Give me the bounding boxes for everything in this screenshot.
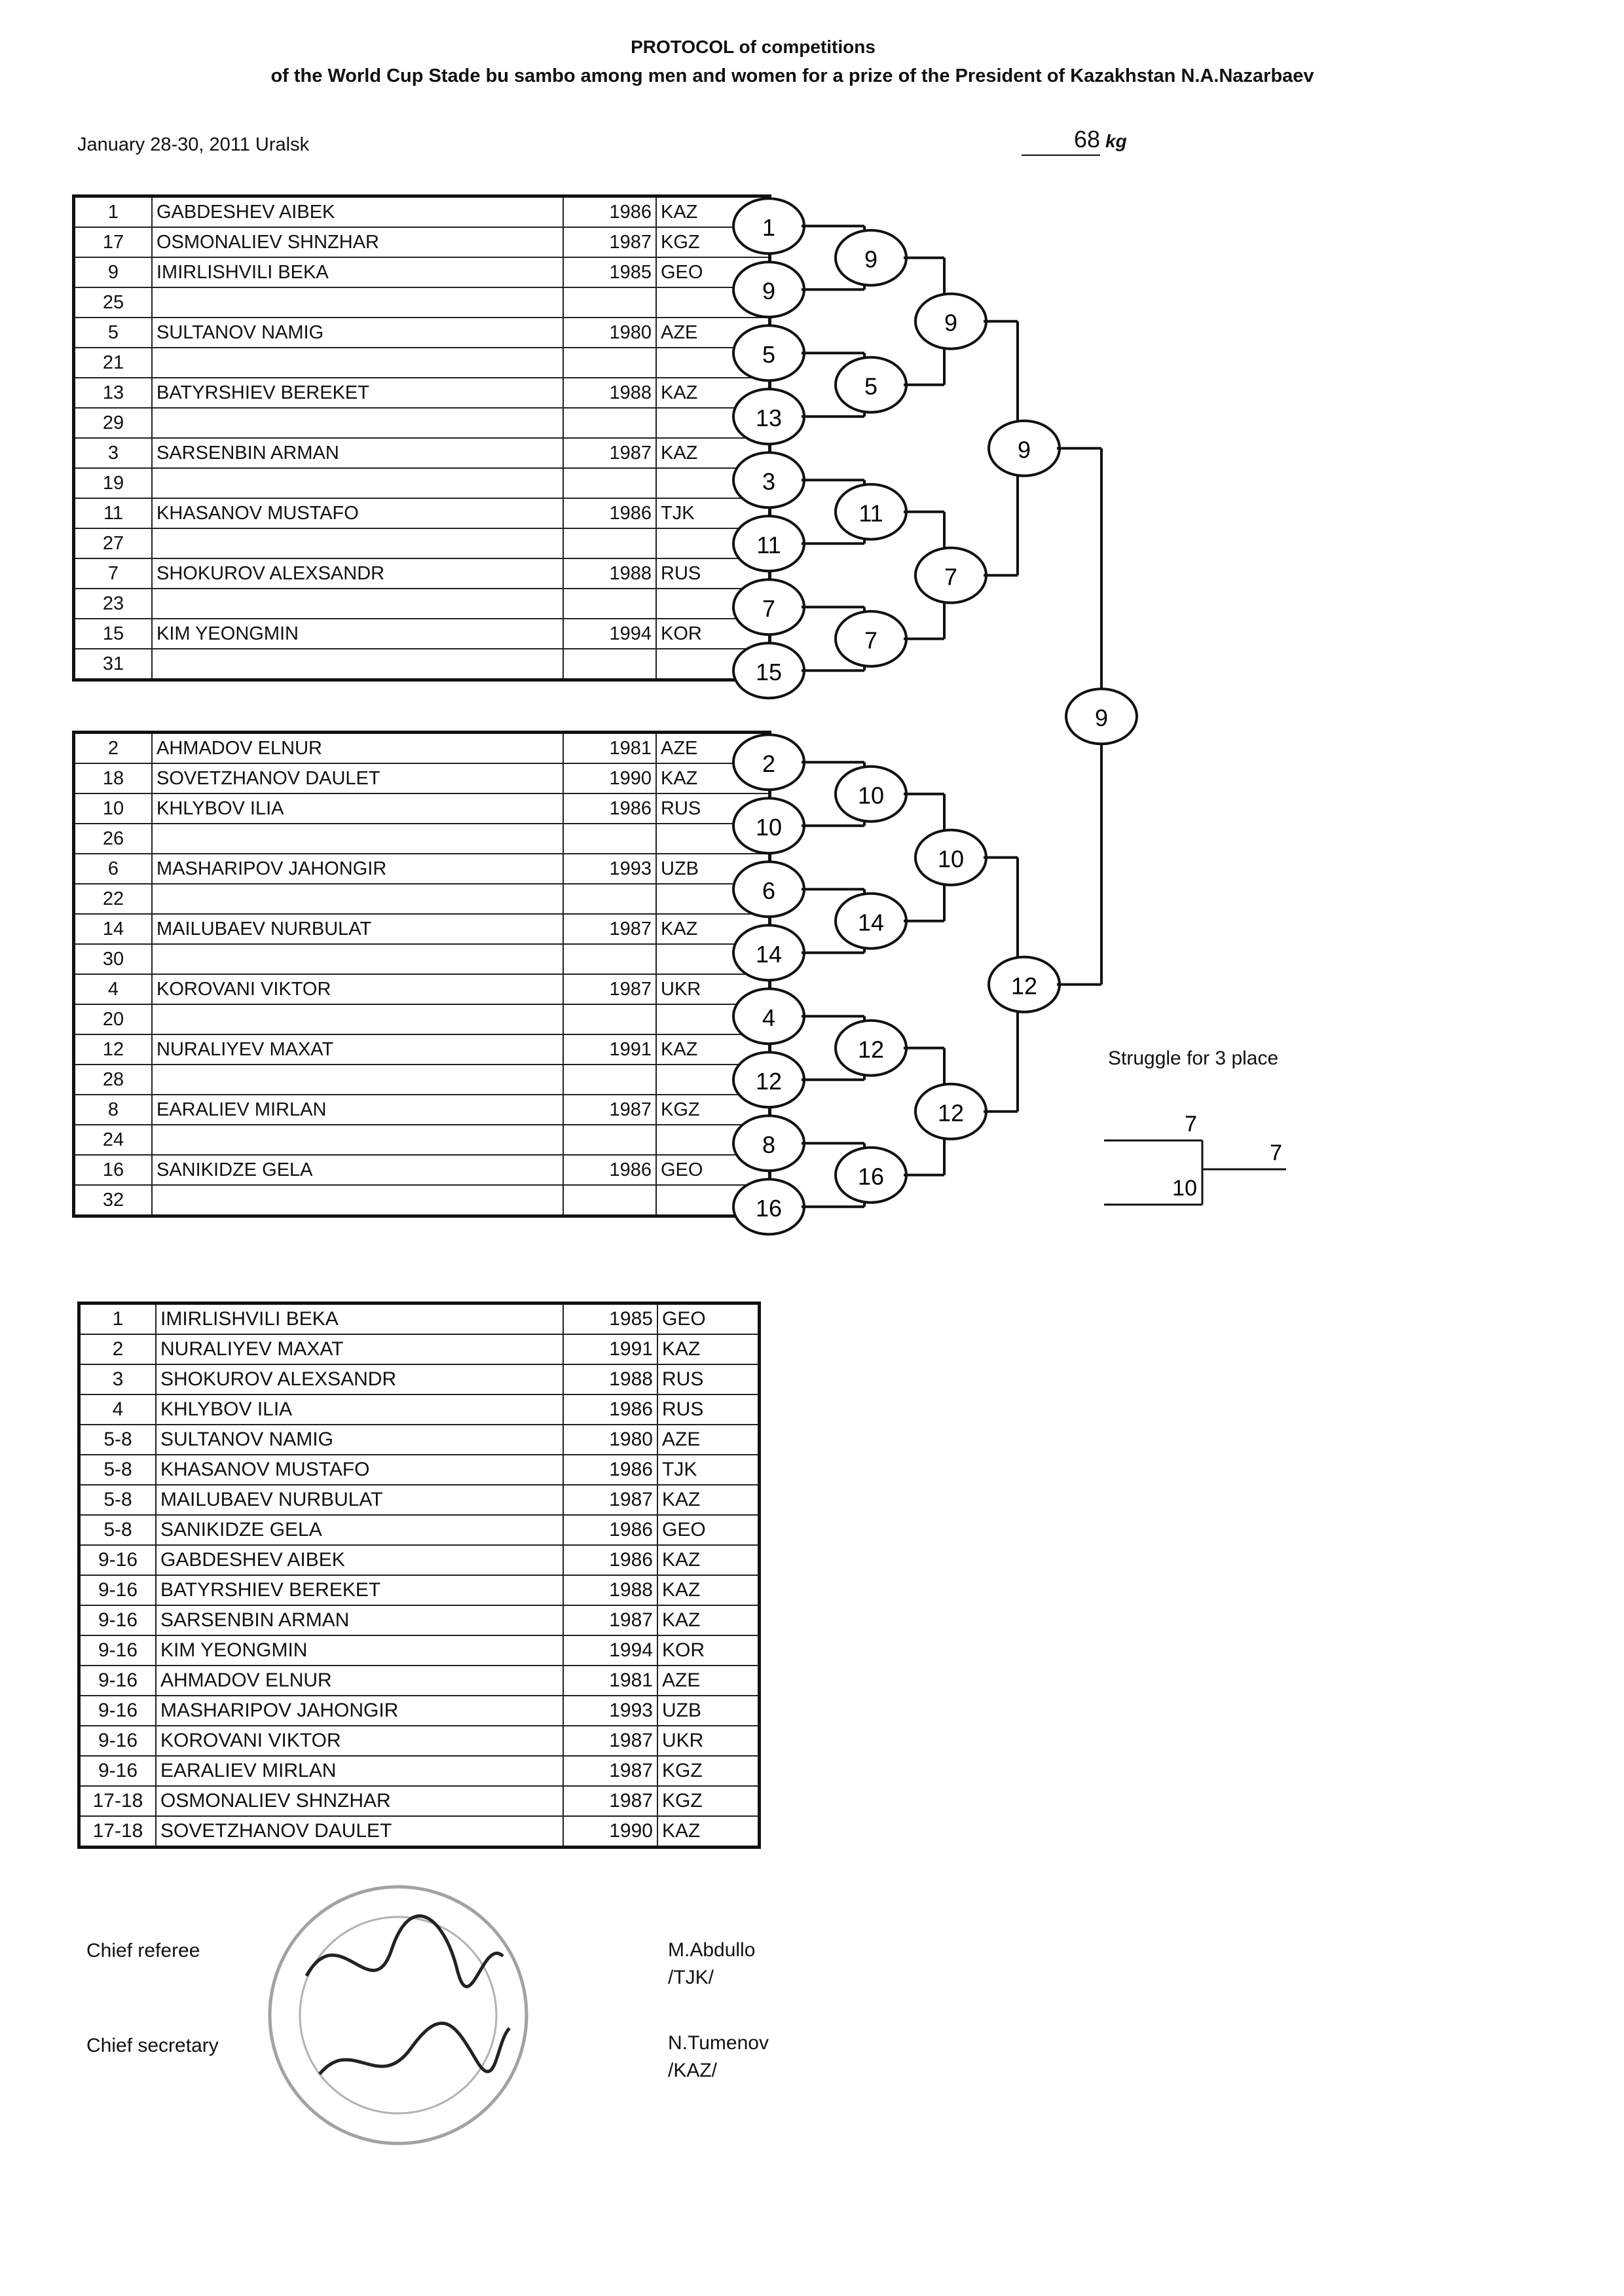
birth-year: 1987	[563, 914, 656, 944]
weight-value: 68	[1073, 126, 1100, 153]
round2-circle	[836, 1021, 906, 1076]
result-name: OSMONALIEV SHNZHAR	[156, 1786, 563, 1816]
result-row	[79, 1545, 760, 1575]
result-row	[79, 1425, 760, 1455]
third-place-bottom: 10	[1172, 1176, 1197, 1201]
bracket-winner-number: 6	[762, 877, 776, 904]
date-place: January 28-30, 2011 Uralsk	[77, 134, 310, 155]
result-name: SHOKUROV ALEXSANDR	[156, 1364, 563, 1394]
chief-secretary-signature-block	[668, 2030, 769, 2085]
result-row	[79, 1455, 760, 1485]
country-code: KAZ	[656, 196, 770, 228]
seed-number: 26	[74, 824, 153, 854]
bracket-winner-number: 10	[857, 782, 885, 809]
seed-number: 7	[74, 558, 153, 589]
bracket-winner-number: 9	[1094, 704, 1109, 731]
result-country: KGZ	[657, 1786, 760, 1816]
result-row	[79, 1786, 760, 1816]
result-year: 1988	[563, 1575, 657, 1605]
birth-year: 1987	[563, 438, 656, 468]
chief-referee-signature-block	[668, 1937, 755, 1992]
result-year: 1981	[563, 1666, 657, 1696]
result-country: KAZ	[657, 1575, 760, 1605]
seed-number: 22	[74, 884, 153, 914]
result-row	[79, 1515, 760, 1545]
seed-number: 6	[74, 854, 153, 884]
result-year: 1986	[563, 1394, 657, 1425]
result-place: 2	[79, 1334, 157, 1364]
athlete-name: MASHARIPOV JAHONGIR	[152, 854, 563, 884]
result-country: AZE	[657, 1666, 760, 1696]
result-country: KAZ	[657, 1485, 760, 1515]
country-code: GEO	[656, 257, 770, 287]
round1-circle	[733, 1179, 804, 1234]
round2-circle	[836, 357, 906, 412]
country-code: RUS	[656, 558, 770, 589]
birth-year: 1985	[563, 257, 656, 287]
result-place: 5-8	[79, 1425, 157, 1455]
round2-circle	[836, 894, 906, 949]
athlete-name: NURALIYEV MAXAT	[152, 1034, 563, 1065]
result-country: KOR	[657, 1635, 760, 1666]
semifinal-circle	[989, 957, 1060, 1012]
country-code: UZB	[656, 854, 770, 884]
result-year: 1987	[563, 1605, 657, 1635]
birth-year: 1987	[563, 974, 656, 1004]
bracket-winner-number: 2	[762, 750, 776, 777]
bracket-winner-number: 3	[762, 467, 776, 495]
third-place-winner: 7	[1270, 1140, 1282, 1165]
bracket-winner-number: 12	[1010, 972, 1038, 1000]
result-row	[79, 1575, 760, 1605]
round1-circle	[733, 579, 804, 634]
country-code: KAZ	[656, 914, 770, 944]
result-country: RUS	[657, 1364, 760, 1394]
country-code: UKR	[656, 974, 770, 1004]
result-row	[79, 1726, 760, 1756]
seed-number: 3	[74, 438, 153, 468]
seed-number: 31	[74, 649, 153, 680]
country-code: AZE	[656, 318, 770, 348]
seed-number: 12	[74, 1034, 153, 1065]
chief-referee-country: /TJK/	[668, 1967, 714, 1988]
round1-circle	[733, 198, 804, 253]
seed-number: 28	[74, 1065, 153, 1095]
round2-circle	[836, 1148, 906, 1203]
secretary-signature-scribble	[320, 2023, 509, 2074]
bracket-winner-number: 9	[944, 309, 958, 337]
third-place-title: Struggle for 3 place	[1108, 1048, 1279, 1069]
result-place: 9-16	[79, 1666, 157, 1696]
athlete-name: SOVETZHANOV DAULET	[152, 763, 563, 793]
seed-number: 4	[74, 974, 153, 1004]
result-place: 17-18	[79, 1786, 157, 1816]
result-year: 1988	[563, 1364, 657, 1394]
round3-circle	[915, 548, 986, 603]
country-code: TJK	[656, 498, 770, 528]
result-name: MASHARIPOV JAHONGIR	[156, 1696, 563, 1726]
round1-circle	[733, 452, 804, 507]
result-country: KAZ	[657, 1816, 760, 1848]
result-place: 9-16	[79, 1575, 157, 1605]
athlete-name: SARSENBIN ARMAN	[152, 438, 563, 468]
result-row	[79, 1666, 760, 1696]
round3-circle	[915, 294, 986, 349]
result-year: 1994	[563, 1635, 657, 1666]
bracket-winner-number: 11	[858, 500, 883, 527]
chief-referee-name: M.Abdullo	[668, 1939, 756, 1961]
result-place: 9-16	[79, 1635, 157, 1666]
round1-circle	[733, 516, 804, 571]
result-country: RUS	[657, 1394, 760, 1425]
result-year: 1987	[563, 1786, 657, 1816]
birth-year: 1986	[563, 498, 656, 528]
round1-circle	[733, 389, 804, 444]
result-year: 1986	[563, 1515, 657, 1545]
birth-year: 1988	[563, 378, 656, 408]
result-country: KAZ	[657, 1334, 760, 1364]
bracket-winner-number: 11	[756, 531, 781, 558]
country-code: KOR	[656, 619, 770, 649]
bracket-winner-number: 14	[857, 909, 885, 936]
result-country: UZB	[657, 1696, 760, 1726]
round2-circle	[836, 230, 906, 285]
result-country: TJK	[657, 1455, 760, 1485]
seed-number: 9	[74, 257, 153, 287]
seed-number: 8	[74, 1095, 153, 1125]
seed-number: 23	[74, 589, 153, 619]
protocol-subtitle: of the World Cup Stade bu sambo among men and women for a prize of the President of Kazakhstan N.A.Nazarbaev	[270, 65, 1314, 86]
round1-circle	[733, 1116, 804, 1171]
round1-circle	[733, 1052, 804, 1107]
final-winner-circle	[1066, 689, 1137, 744]
athlete-name: SULTANOV NAMIG	[152, 318, 563, 348]
country-code: RUS	[656, 793, 770, 824]
result-row	[79, 1756, 760, 1786]
seed-number: 19	[74, 468, 153, 498]
result-row	[79, 1696, 760, 1726]
round1-circle	[733, 989, 804, 1044]
result-row	[79, 1605, 760, 1635]
seed-number: 32	[74, 1185, 153, 1216]
bracket-winner-number: 4	[762, 1004, 776, 1031]
third-place-top: 7	[1185, 1112, 1197, 1137]
result-name: EARALIEV MIRLAN	[156, 1756, 563, 1786]
country-code: KAZ	[656, 378, 770, 408]
result-place: 9-16	[79, 1756, 157, 1786]
bracket-winner-number: 7	[944, 563, 958, 591]
bracket-winner-number: 14	[755, 940, 783, 968]
result-year: 1991	[563, 1334, 657, 1364]
result-name: GABDESHEV AIBEK	[156, 1545, 563, 1575]
seed-number: 2	[74, 733, 153, 764]
result-name: SOVETZHANOV DAULET	[156, 1816, 563, 1848]
bracket-winner-number: 10	[755, 813, 783, 841]
bracket-winner-number: 15	[755, 658, 783, 685]
chief-secretary-country: /KAZ/	[668, 2060, 718, 2081]
result-year: 1987	[563, 1756, 657, 1786]
seed-number: 21	[74, 348, 153, 378]
birth-year: 1994	[563, 619, 656, 649]
seed-number: 24	[74, 1125, 153, 1155]
result-name: KHLYBOV ILIA	[156, 1394, 563, 1425]
athlete-name: OSMONALIEV SHNZHAR	[152, 227, 563, 257]
birth-year: 1986	[563, 1155, 656, 1185]
result-name: BATYRSHIEV BEREKET	[156, 1575, 563, 1605]
round1-circle	[733, 735, 804, 790]
seed-number: 17	[74, 227, 153, 257]
athlete-name: BATYRSHIEV BEREKET	[152, 378, 563, 408]
result-row	[79, 1635, 760, 1666]
round3-circle	[915, 1084, 986, 1139]
round1-circle	[733, 925, 804, 980]
result-country: AZE	[657, 1425, 760, 1455]
seed-number: 25	[74, 287, 153, 318]
athlete-name: KIM YEONGMIN	[152, 619, 563, 649]
seed-number: 14	[74, 914, 153, 944]
bracket-winner-number: 1	[762, 213, 776, 241]
country-code: KAZ	[656, 438, 770, 468]
chief-referee-label: Chief referee	[86, 1940, 200, 1961]
birth-year: 1987	[563, 227, 656, 257]
result-place: 9-16	[79, 1545, 157, 1575]
result-row	[79, 1303, 760, 1335]
result-country: KGZ	[657, 1756, 760, 1786]
semifinal-circle	[989, 421, 1060, 476]
bracket-winner-number: 5	[864, 373, 878, 400]
result-row	[79, 1816, 760, 1848]
round1-circle	[733, 798, 804, 853]
bracket-winner-number: 9	[1017, 436, 1031, 464]
round2-circle	[836, 611, 906, 666]
result-country: KAZ	[657, 1545, 760, 1575]
result-name: NURALIYEV MAXAT	[156, 1334, 563, 1364]
official-stamp	[261, 1878, 536, 2153]
athlete-name: GABDESHEV AIBEK	[152, 196, 563, 228]
result-year: 1993	[563, 1696, 657, 1726]
birth-year: 1986	[563, 196, 656, 228]
result-year: 1990	[563, 1816, 657, 1848]
athlete-name: AHMADOV ELNUR	[152, 733, 563, 764]
birth-year: 1991	[563, 1034, 656, 1065]
athlete-name: EARALIEV MIRLAN	[152, 1095, 563, 1125]
result-row	[79, 1364, 760, 1394]
protocol-title: PROTOCOL of competitions	[631, 37, 876, 57]
result-place: 9-16	[79, 1696, 157, 1726]
birth-year: 1990	[563, 763, 656, 793]
result-name: IMIRLISHVILI BEKA	[156, 1303, 563, 1335]
round3-circle	[915, 830, 986, 885]
country-code: GEO	[656, 1155, 770, 1185]
result-place: 1	[79, 1303, 157, 1335]
result-country: KAZ	[657, 1605, 760, 1635]
seed-number: 15	[74, 619, 153, 649]
round1-circle	[733, 643, 804, 698]
result-place: 9-16	[79, 1726, 157, 1756]
result-name: KHASANOV MUSTAFO	[156, 1455, 563, 1485]
result-place: 9-16	[79, 1605, 157, 1635]
result-year: 1986	[563, 1545, 657, 1575]
bracket-winner-number: 7	[762, 594, 776, 622]
result-name: KOROVANI VIKTOR	[156, 1726, 563, 1756]
birth-year: 1981	[563, 733, 656, 764]
result-name: SULTANOV NAMIG	[156, 1425, 563, 1455]
result-country: UKR	[657, 1726, 760, 1756]
athlete-name: KOROVANI VIKTOR	[152, 974, 563, 1004]
weight-unit: kg	[1105, 131, 1127, 151]
seed-number: 10	[74, 793, 153, 824]
country-code: KAZ	[656, 1034, 770, 1065]
birth-year: 1987	[563, 1095, 656, 1125]
result-place: 3	[79, 1364, 157, 1394]
seed-number: 16	[74, 1155, 153, 1185]
result-row	[79, 1394, 760, 1425]
athlete-name: IMIRLISHVILI BEKA	[152, 257, 563, 287]
country-code: KGZ	[656, 227, 770, 257]
seed-number: 1	[74, 196, 153, 228]
athlete-name: KHASANOV MUSTAFO	[152, 498, 563, 528]
seed-number: 18	[74, 763, 153, 793]
bracket-winner-number: 16	[857, 1163, 885, 1190]
bracket-winner-number: 7	[864, 627, 878, 654]
result-place: 5-8	[79, 1515, 157, 1545]
result-name: SARSENBIN ARMAN	[156, 1605, 563, 1635]
athlete-name: MAILUBAEV NURBULAT	[152, 914, 563, 944]
country-code: KGZ	[656, 1095, 770, 1125]
country-code: AZE	[656, 733, 770, 764]
bracket-winner-number: 16	[755, 1194, 783, 1222]
birth-year: 1988	[563, 558, 656, 589]
birth-year: 1980	[563, 318, 656, 348]
result-name: KIM YEONGMIN	[156, 1635, 563, 1666]
athlete-name: SANIKIDZE GELA	[152, 1155, 563, 1185]
result-year: 1987	[563, 1485, 657, 1515]
bracket-winner-number: 12	[857, 1036, 885, 1063]
round1-circle	[733, 862, 804, 917]
seed-number: 5	[74, 318, 153, 348]
seed-number: 29	[74, 408, 153, 438]
result-name: MAILUBAEV NURBULAT	[156, 1485, 563, 1515]
birth-year: 1993	[563, 854, 656, 884]
bracket-winner-number: 13	[755, 404, 783, 431]
athlete-name: SHOKUROV ALEXSANDR	[152, 558, 563, 589]
country-code: KAZ	[656, 763, 770, 793]
round2-circle	[836, 767, 906, 822]
result-row	[79, 1485, 760, 1515]
result-place: 4	[79, 1394, 157, 1425]
result-year: 1985	[563, 1303, 657, 1335]
seed-number: 30	[74, 944, 153, 974]
bracket-winner-number: 12	[937, 1099, 965, 1127]
seed-number: 11	[74, 498, 153, 528]
result-place: 17-18	[79, 1816, 157, 1848]
final-results-table	[77, 1302, 761, 1849]
round1-circle	[733, 262, 804, 317]
seed-number: 20	[74, 1004, 153, 1034]
seed-number: 27	[74, 528, 153, 558]
chief-secretary-name: N.Tumenov	[668, 2032, 769, 2054]
result-place: 5-8	[79, 1485, 157, 1515]
round2-circle	[836, 484, 906, 539]
athlete-name: KHLYBOV ILIA	[152, 793, 563, 824]
result-year: 1986	[563, 1455, 657, 1485]
bracket-winner-number: 10	[937, 845, 965, 873]
round1-circle	[733, 325, 804, 380]
result-name: AHMADOV ELNUR	[156, 1666, 563, 1696]
birth-year: 1986	[563, 793, 656, 824]
bracket-winner-number: 12	[755, 1067, 783, 1095]
result-year: 1987	[563, 1726, 657, 1756]
bracket-winner-number: 9	[864, 246, 878, 273]
result-place: 5-8	[79, 1455, 157, 1485]
bracket-winner-number: 9	[762, 277, 776, 304]
result-country: GEO	[657, 1515, 760, 1545]
result-year: 1980	[563, 1425, 657, 1455]
result-country: GEO	[657, 1303, 760, 1335]
chief-secretary-label: Chief secretary	[86, 2035, 219, 2056]
bracket-winner-number: 8	[762, 1131, 776, 1158]
bracket-winner-number: 5	[762, 340, 776, 368]
seed-number: 13	[74, 378, 153, 408]
result-name: SANIKIDZE GELA	[156, 1515, 563, 1545]
result-row	[79, 1334, 760, 1364]
